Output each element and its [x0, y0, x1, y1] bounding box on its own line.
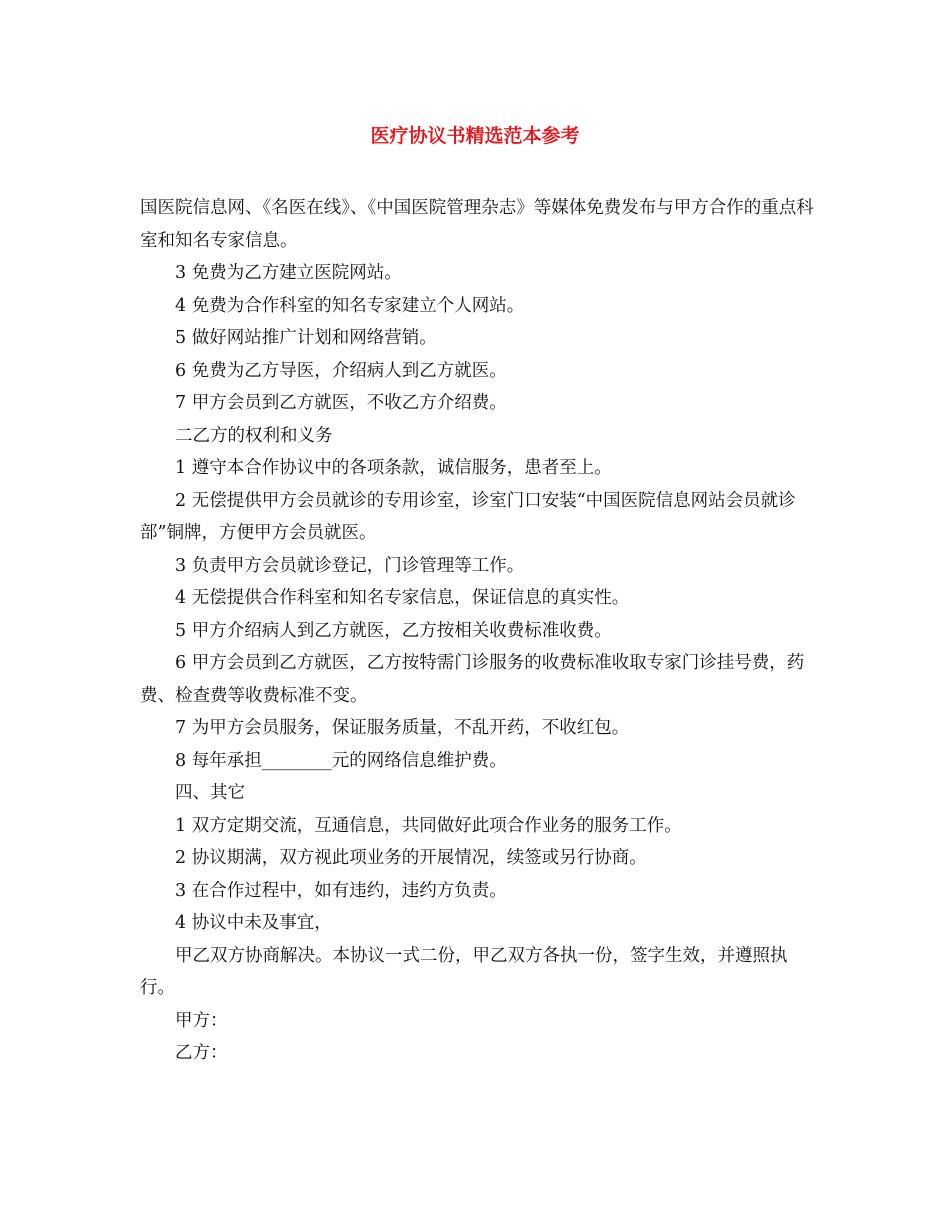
clause-b8-maintenance-fee: 8 每年承担________元的网络信息维护费。 — [175, 750, 507, 771]
clause-a6-guide: 6 免费为乙方导医，介绍病人到乙方就医。 — [175, 360, 507, 381]
signature-party-b: 乙方： — [175, 1043, 228, 1063]
section-heading-party-b: 二乙方的权利和义务 — [175, 425, 333, 446]
clause-consultation: 甲乙双方协商解决。本协议一式二份，甲乙双方各执一份，签字生效，并遵照执行。 — [140, 945, 788, 998]
clause-b3-registration: 3 负责甲方会员就诊登记，门诊管理等工作。 — [175, 555, 525, 576]
clause-a7-no-fee: 7 甲方会员到乙方就医，不收乙方介绍费。 — [175, 393, 507, 413]
clause-a4-expert-website: 4 免费为合作科室的知名专家建立个人网站。 — [175, 295, 525, 316]
clause-c2-renewal: 2 协议期满，双方视此项业务的开展情况，续签或另行协商。 — [175, 848, 647, 868]
clause-b1-comply: 1 遵守本合作协议中的各项条款，诚信服务，患者至上。 — [175, 458, 612, 478]
clause-b5-charges: 5 甲方介绍病人到乙方就医，乙方按相关收费标准收费。 — [175, 620, 612, 641]
clause-c3-breach: 3 在合作过程中，如有违约，违约方负责。 — [175, 880, 507, 901]
document-title: 医疗协议书精选范本参考 — [370, 125, 580, 147]
document-body — [140, 192, 820, 1070]
clause-b4-info: 4 无偿提供合作科室和知名专家信息，保证信息的真实性。 — [175, 588, 630, 608]
section-heading-other: 四、其它 — [175, 783, 245, 803]
clause-a5-promotion: 5 做好网站推广计划和网络营销。 — [175, 328, 437, 348]
signature-party-a: 甲方： — [175, 1010, 228, 1031]
clause-a3-hospital-website: 3 免费为乙方建立医院网站。 — [175, 263, 402, 283]
clause-b2-clinic-room: 2 无偿提供甲方会员就诊的专用诊室，诊室门口安装“中国医院信息网站会员就诊部”铜牌，方便甲方会员就医。 — [140, 490, 796, 543]
clause-b7-service-quality: 7 为甲方会员服务，保证服务质量，不乱开药，不收红包。 — [175, 718, 630, 738]
clause-c4-unresolved: 4 协议中未及事宜， — [175, 913, 332, 933]
clause-b6-special-clinic: 6 甲方会员到乙方就医，乙方按特需门诊服务的收费标准收取专家门诊挂号费，药费、检查费等收费标准不变。 — [140, 653, 805, 706]
paragraph-media-publish: 国医院信息网、《名医在线》、《中国医院管理杂志》等媒体免费发布与甲方合作的重点科室和知名专家信息。 — [140, 198, 814, 251]
clause-c1-communication: 1 双方定期交流，互通信息，共同做好此项合作业务的服务工作。 — [175, 815, 682, 836]
